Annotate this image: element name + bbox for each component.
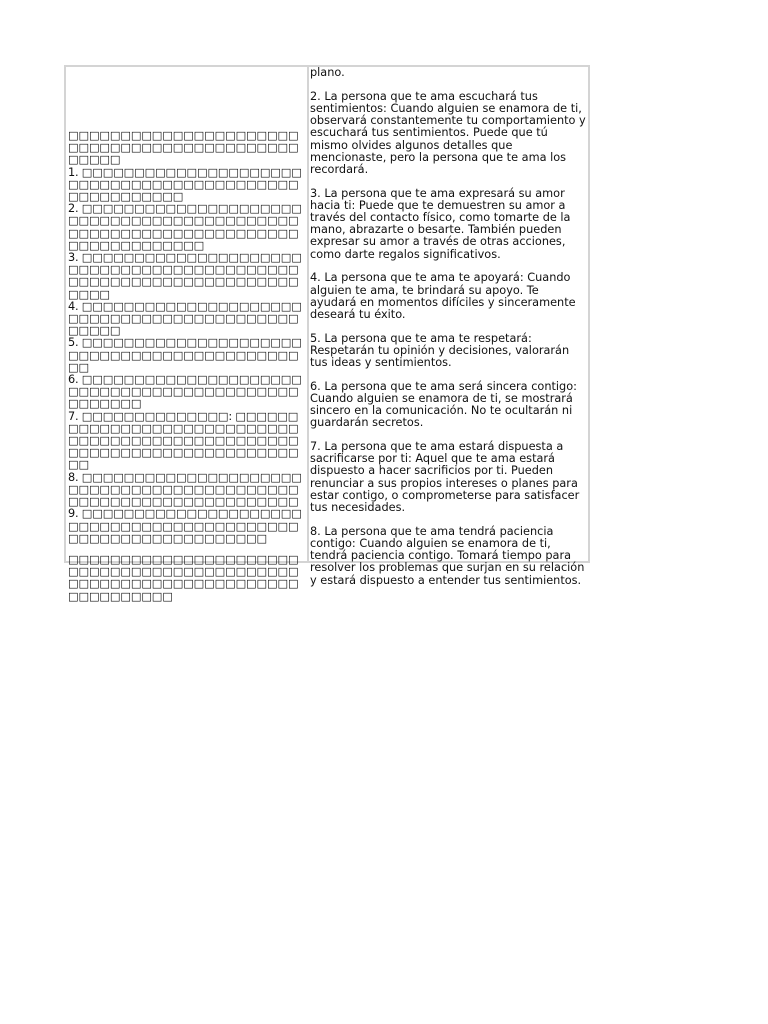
left-item-7: 7. □□□□□□□□□□□□□□: □□□□□□□□□□□□□□□□□□□□□□□□□□□□□□□□□□□□□□□□□□□□□□□□□□□□□□□□□□□□□□□□□□□□□□□□□□ <box>68 409 299 472</box>
right-column-spanish-text <box>309 66 588 587</box>
left-column-untranslated <box>66 67 309 603</box>
left-item-9: 9. □□□□□□□□□□□□□□□□□□□□□□□□□□□□□□□□□□□□□□□□□□□□□□□□□□□□□□□□□□□□□□ <box>68 507 302 545</box>
left-conclusion: □□□□□□□□□□□□□□□□□□□□□□□□□□□□□□□□□□□□□□□□□□□□□□□□□□□□□□□□□□□□□□□□□□□□□□□□□□□□ <box>68 552 299 603</box>
left-item-6: 6. □□□□□□□□□□□□□□□□□□□□□□□□□□□□□□□□□□□□□□□□□□□□□□□□□□ <box>68 373 302 411</box>
right-paragraph-8: 8. La persona que te ama tendrá paciencia contigo: Cuando alguien se enamora de ti, tendrá paciencia contigo. Tomará tiempo para resolver los problemas que surjan en su relación y estará dispuesto a entender tus sentimientos. <box>310 524 585 587</box>
right-paragraph-4: 4. La persona que te ama te apoyará: Cuando alguien te ama, te brindará su apoyo. Te ayudará en momentos difíciles y sinceramente deseará tu éxito. <box>310 271 576 321</box>
document-table <box>64 65 590 603</box>
right-paragraph-3: 3. La persona que te ama expresará su amor hacia ti: Puede que te demuestren su amor a través del contacto físico, como tomarte de la mano, abrazarte o besarte. También pueden expresar su amor a través de otras acciones, como darte regalos significativos. <box>310 186 571 261</box>
left-item-5: 5. □□□□□□□□□□□□□□□□□□□□□□□□□□□□□□□□□□□□□□□□□□□□□ <box>68 336 302 374</box>
left-item-1: 1. □□□□□□□□□□□□□□□□□□□□□□□□□□□□□□□□□□□□□□□□□□□□□□□□□□□□□□ <box>68 165 302 204</box>
left-item-3: 3. □□□□□□□□□□□□□□□□□□□□□□□□□□□□□□□□□□□□□□□□□□□□□□□□□□□□□□□□□□□□□□□□□□□□□ <box>68 251 302 301</box>
right-paragraph-2: 2. La persona que te ama escuchará tus sentimientos: Cuando alguien se enamora de ti, observará constantemente tu comportamiento y escuchará tus sentimientos. Puede que tú mismo olvides algunos detalles que mencionaste, pero la persona que te ama los recordará. <box>310 89 586 176</box>
left-item-4: 4. □□□□□□□□□□□□□□□□□□□□□□□□□□□□□□□□□□□□□□□□□□□□□□□□ <box>68 299 302 338</box>
left-intro: □□□□□□□□□□□□□□□□□□□□□□□□□□□□□□□□□□□□□□□□□□□□□□□□□ <box>68 129 299 167</box>
left-item-2: 2. □□□□□□□□□□□□□□□□□□□□□□□□□□□□□□□□□□□□□□□□□□□□□□□□□□□□□□□□□□□□□□□□□□□□□□□□□□□□□□ <box>68 202 302 252</box>
left-item-8: 8. □□□□□□□□□□□□□□□□□□□□□□□□□□□□□□□□□□□□□□□□□□□□□□□□□□□□□□□□□□□□□□□□□ <box>68 470 302 509</box>
right-paragraph-6: 6. La persona que te ama será sincera contigo: Cuando alguien se enamora de ti, se mostrará sincero en la comunicación. No te ocultarán ni guardarán secretos. <box>310 379 577 430</box>
right-paragraph-5: 5. La persona que te ama te respetará: Respetarán tu opinión y decisiones, valorarán tus ideas y sentimientos. <box>310 331 570 370</box>
right-paragraph-7: 7. La persona que te ama estará dispuesta a sacrificarse por ti: Aquel que te ama estará dispuesto a hacer sacrificios por ti. Pueden renunciar a sus propios intereses o planes para estar contigo, o comprometerse para satisfacer tus necesidades. <box>310 440 580 515</box>
right-fragment: plano. <box>310 66 345 79</box>
